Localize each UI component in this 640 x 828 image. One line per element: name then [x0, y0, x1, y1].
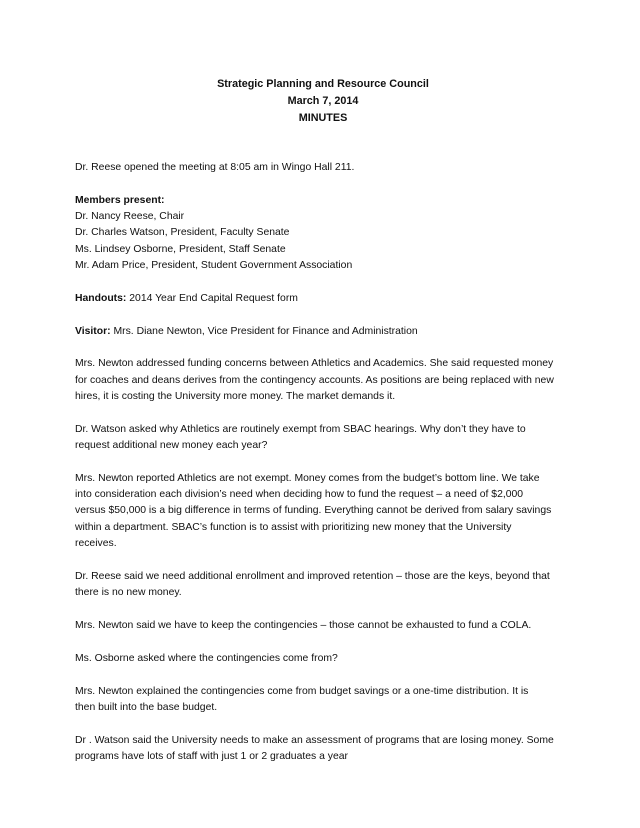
document-header — [71, 76, 575, 127]
minutes-paragraph — [75, 618, 575, 634]
paragraph-line: Mrs. Newton explained the contingencies come from budget savings or a one-time distribution. It is — [75, 685, 529, 697]
paragraph-line: Mrs. Newton addressed funding concerns between Athletics and Academics. She said requested money — [75, 358, 554, 370]
minutes-paragraph — [75, 651, 575, 667]
member-item: Dr. Nancy Reese, Chair — [75, 211, 185, 223]
minutes-paragraph — [75, 356, 575, 405]
paragraph-line: receives. — [75, 538, 117, 550]
minutes-paragraph — [75, 422, 575, 455]
visitor-text: Mrs. Diane Newton, Vice President for Finance and Administration — [110, 325, 418, 337]
minutes-paragraph — [75, 569, 575, 602]
paragraph-line: Dr. Watson asked why Athletics are routinely exempt from SBAC hearings. Why don’t they have to — [75, 423, 526, 435]
paragraph-line: programs have lots of staff with just 1 or 2 graduates a year — [75, 750, 348, 762]
paragraph-line: request additional new money each year? — [75, 440, 268, 452]
paragraph-line: for coaches and deans derives from the contingency accounts. As positions are being replaced with new — [75, 374, 554, 386]
handouts-label: Handouts: — [75, 292, 127, 304]
opening-statement — [75, 160, 575, 176]
paragraph-line: versus $50,000 is a big difference in terms of funding. Everything cannot be derived from salary savings — [75, 505, 552, 517]
handouts-section — [75, 291, 575, 307]
document-title: Strategic Planning and Resource Council — [217, 78, 429, 90]
minutes-paragraph — [75, 684, 575, 717]
paragraph-line: Mrs. Newton reported Athletics are not exempt. Money comes from the budget’s bottom line. We take — [75, 472, 540, 484]
paragraph-line: Dr. Reese said we need additional enrollment and improved retention – those are the keys, beyond that — [75, 570, 550, 582]
paragraph-line: there is no new money. — [75, 587, 182, 599]
visitor-label: Visitor: — [75, 325, 111, 337]
document-page — [75, 76, 575, 765]
member-item: Mr. Adam Price, President, Student Government Association — [75, 259, 353, 271]
paragraph-line: within a department. SBAC’s function is to assist with prioritizing new money that the University — [75, 521, 512, 533]
paragraph-line: then built into the base budget. — [75, 701, 218, 713]
meeting-date: March 7, 2014 — [287, 95, 359, 107]
member-item: Dr. Charles Watson, President, Faculty Senate — [75, 227, 290, 239]
paragraph-line: Mrs. Newton said we have to keep the contingencies – those cannot be exhausted to fund a COLA. — [75, 619, 532, 631]
paragraph-line: hires, it is costing the University more money. The market demands it. — [75, 390, 396, 402]
visitor-section — [75, 324, 575, 340]
paragraph-line: into consideration each division’s need when deciding how to fund the request – a need of $2,000 — [75, 489, 524, 501]
paragraph-line: Dr . Watson said the University needs to make an assessment of programs that are losing money. Some — [75, 734, 554, 746]
opening-line: Dr. Reese opened the meeting at 8:05 am in Wingo Hall 211. — [75, 162, 355, 173]
paragraph-line: Ms. Osborne asked where the contingencies come from? — [75, 652, 338, 664]
member-item: Ms. Lindsey Osborne, President, Staff Senate — [75, 243, 286, 255]
members-section — [75, 193, 575, 274]
document-type: MINUTES — [298, 112, 348, 124]
minutes-paragraph — [75, 733, 575, 766]
members-label: Members present: — [75, 194, 165, 206]
minutes-paragraph — [75, 471, 575, 552]
handouts-text: 2014 Year End Capital Request form — [126, 292, 298, 304]
